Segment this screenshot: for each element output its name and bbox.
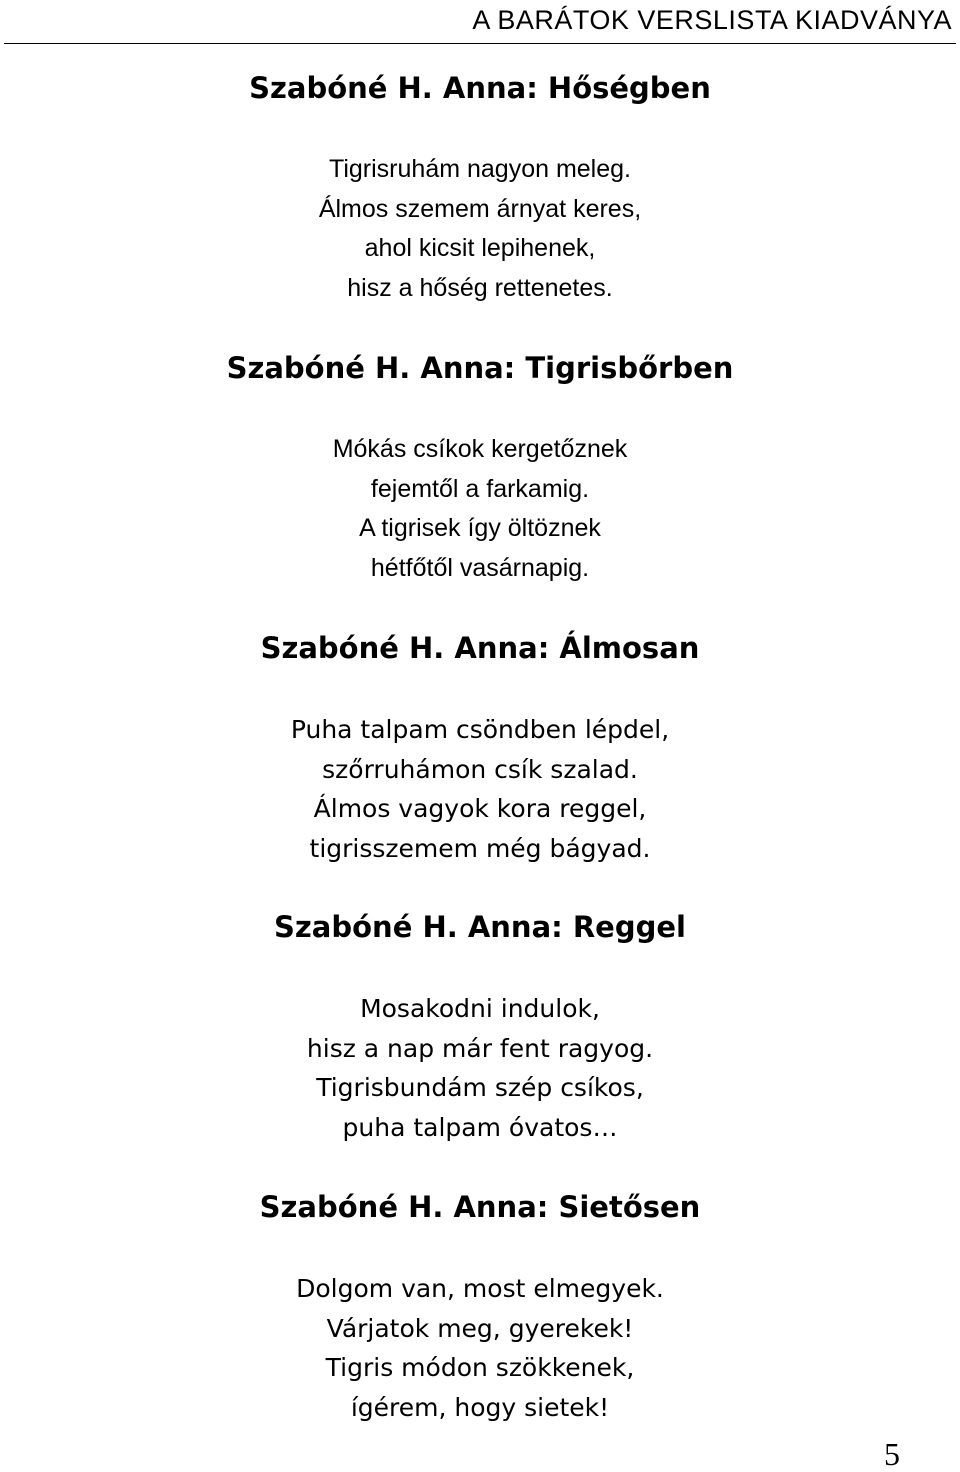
- poem-hosegben: [0, 70, 960, 308]
- page-number: 5: [884, 1436, 900, 1472]
- poem-stanza: [0, 150, 960, 308]
- verse-line: ahol kicsit lepihenek,: [364, 234, 596, 262]
- verse-line: szőrruhámon csík szalad.: [322, 754, 638, 784]
- running-header: A BARÁTOK VERSLISTA KIADVÁNYA: [472, 5, 952, 35]
- poem-title: Szabóné H. Anna: Hőségben: [249, 71, 711, 105]
- poem-tigrisborben: [0, 350, 960, 588]
- poem-sietosen: [0, 1189, 960, 1427]
- verse-line: Mosakodni indulok,: [360, 994, 600, 1023]
- poem-title: Szabóné H. Anna: Reggel: [274, 910, 686, 944]
- verse-line: Tigrisbundám szép csíkos,: [316, 1073, 644, 1102]
- poem-stanza: [0, 710, 960, 868]
- verse-line: A tigrisek így öltöznek: [359, 514, 601, 542]
- poem-title: Szabóné H. Anna: Álmosan: [260, 631, 700, 665]
- poem-almosan: [0, 630, 960, 868]
- verse-line: Tigris módon szökkenek,: [325, 1353, 635, 1382]
- verse-line: Puha talpam csöndben lépdel,: [290, 715, 670, 744]
- poem-title: Szabóné H. Anna: Sietősen: [259, 1190, 701, 1224]
- poem-stanza: [0, 989, 960, 1147]
- verse-line: Tigrisruhám nagyon meleg.: [329, 155, 631, 183]
- verse-line: Álmos szemem árnyat keres,: [318, 194, 642, 223]
- poem-stanza: [0, 430, 960, 588]
- poem-title: Szabóné H. Anna: Tigrisbőrben: [226, 351, 734, 385]
- verse-line: ígérem, hogy sietek!: [350, 1392, 610, 1422]
- poem-stanza: [0, 1269, 960, 1427]
- verse-line: hisz a nap már fent ragyog.: [306, 1033, 654, 1063]
- verse-line: Várjatok meg, gyerekek!: [326, 1313, 634, 1343]
- header-rule: [4, 43, 956, 44]
- verse-line: fejemtől a farkamig.: [370, 474, 590, 503]
- verse-line: puha talpam óvatos…: [342, 1112, 618, 1142]
- verse-line: hisz a hőség rettenetes.: [347, 273, 613, 302]
- poem-reggel: [0, 909, 960, 1147]
- verse-line: Álmos vagyok kora reggel,: [313, 794, 647, 823]
- verse-line: tigrisszemem még bágyad.: [309, 833, 651, 863]
- verse-line: Dolgom van, most elmegyek.: [296, 1274, 664, 1303]
- verse-line: hétfőtől vasárnapig.: [370, 553, 590, 582]
- verse-line: Mókás csíkok kergetőznek: [332, 435, 628, 463]
